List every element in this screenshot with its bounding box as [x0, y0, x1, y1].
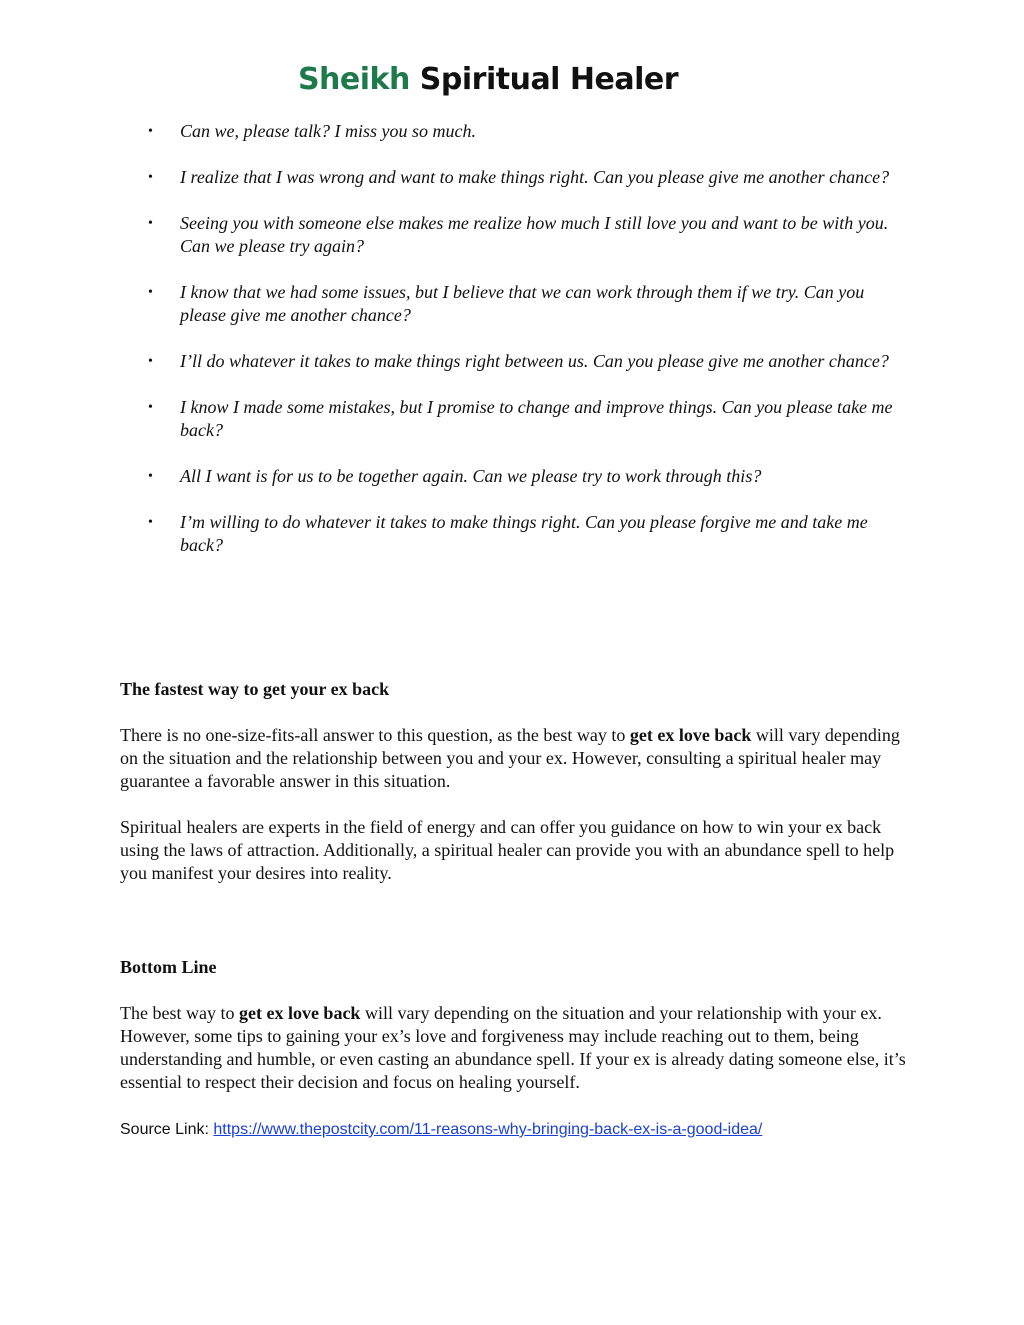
- paragraph-text: There is no one-size-fits-all answer to this question, as the best way to: [120, 725, 630, 745]
- list-item: [120, 396, 910, 442]
- keyword-bold: get ex love back: [629, 725, 752, 745]
- list-item: [120, 511, 910, 557]
- list-item: [120, 281, 910, 327]
- bottom-line-heading: Bottom Line: [120, 957, 217, 977]
- list-item-text: Seeing you with someone else makes me realize how much I still love you and want to be with you. Can we please try again?: [180, 213, 889, 256]
- list-item-text: I know I made some mistakes, but I promise to change and improve things. Can you please take me back?: [180, 397, 893, 440]
- site-logo: [0, 60, 976, 100]
- list-item-text: I know that we had some issues, but I believe that we can work through them if we try. Can you please give me another chance?: [180, 282, 865, 325]
- keyword-bold: get ex love back: [238, 1003, 361, 1023]
- bullet-icon: •: [148, 515, 153, 530]
- fastest-way-heading: The fastest way to get your ex back: [120, 679, 390, 699]
- bullet-icon: •: [148, 400, 153, 415]
- bullet-icon: •: [148, 170, 153, 185]
- fastest-way-paragraph-1: [120, 724, 910, 793]
- list-item: [120, 350, 910, 373]
- list-item: [120, 166, 910, 189]
- bottom-line-paragraph: [120, 1002, 910, 1094]
- list-item-text: I’m willing to do whatever it takes to make things right. Can you please forgive me and take me back?: [180, 512, 868, 555]
- bullet-icon: •: [148, 216, 153, 231]
- list-item-text: Can we, please talk? I miss you so much.: [180, 121, 476, 141]
- list-item: [120, 120, 910, 143]
- source-label: Source Link:: [120, 1121, 214, 1138]
- list-item-text: I’ll do whatever it takes to make things right between us. Can you please give me another chance?: [180, 351, 889, 371]
- bullet-icon: •: [148, 124, 153, 139]
- source-line: [120, 1119, 762, 1141]
- bullet-icon: •: [148, 469, 153, 484]
- bottom-line-section: [120, 956, 910, 1117]
- logo-sheikh-text: Sheikh: [297, 62, 410, 97]
- fastest-way-section: [120, 678, 910, 908]
- paragraph-text: will vary depending on the situation and your relationship with your ex. However, some tips to gaining your ex’s love and forgiveness may include reaching out to them, being understanding and humble, or even casting an abundance spell. If your ex is already dating someone else, it’s essential to respect their decision and focus on healing yourself.: [120, 1003, 906, 1092]
- list-item: [120, 465, 910, 488]
- source-link[interactable]: https://www.thepostcity.com/11-reasons-why-bringing-back-ex-is-a-good-idea/: [213, 1121, 763, 1138]
- paragraph-text: will vary depending on the situation and the relationship between you and your ex. However, consulting a spiritual healer may guarantee a favorable answer in this situation.: [120, 725, 900, 791]
- pleas-bullet-list: [120, 120, 910, 580]
- paragraph-text: The best way to: [120, 1003, 239, 1023]
- bullet-icon: •: [148, 354, 153, 369]
- list-item-text: All I want is for us to be together again. Can we please try to work through this?: [180, 466, 762, 486]
- list-item: [120, 212, 910, 258]
- bullet-icon: •: [148, 285, 153, 300]
- fastest-way-paragraph-2: Spiritual healers are experts in the field of energy and can offer you guidance on how to win your ex back using the laws of attraction. Additionally, a spiritual healer can provide you with an abundance spell to help you manifest your desires into reality.: [120, 817, 895, 883]
- list-item-text: I realize that I was wrong and want to make things right. Can you please give me another chance?: [180, 167, 890, 187]
- logo-spiritual-healer-text: Spiritual Healer: [419, 62, 679, 97]
